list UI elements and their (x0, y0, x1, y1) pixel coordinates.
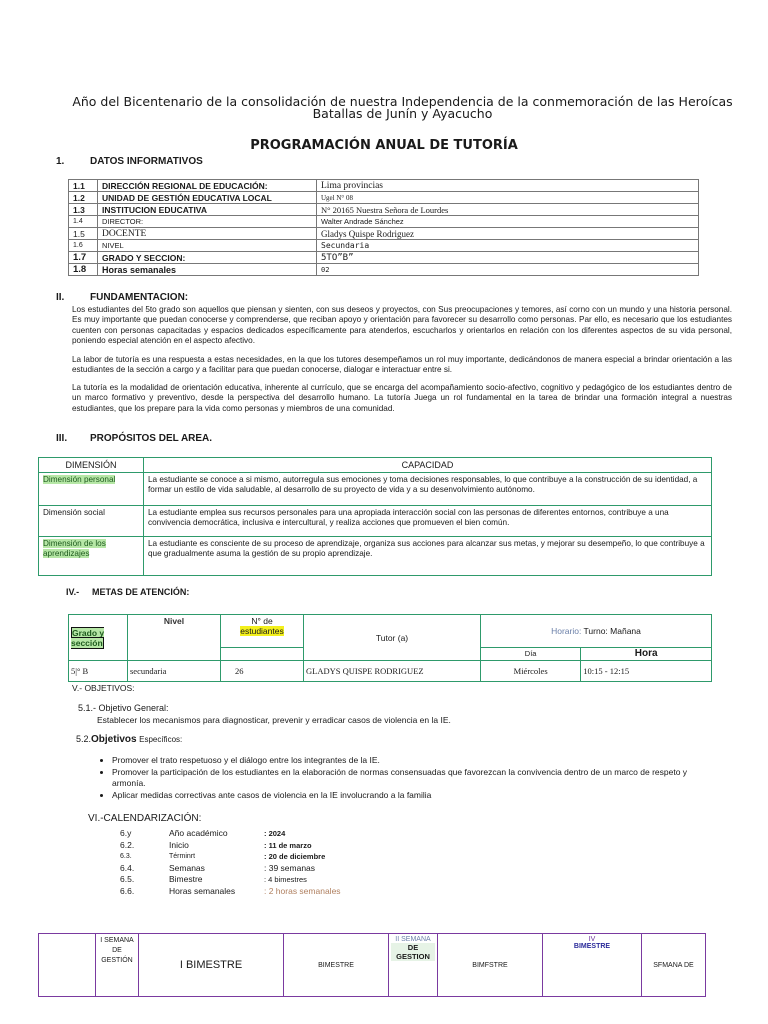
section-number: II. (56, 292, 65, 303)
section-5-heading: V.- OBJETIVOS: (72, 683, 135, 693)
objetivo-general-label: 5.1.- Objetivo General: (78, 703, 169, 713)
horario-label: Horario: (551, 626, 582, 636)
grado-value: 5|° B (69, 661, 128, 682)
table-row (39, 934, 706, 997)
section-number: IV.- (66, 587, 80, 597)
table-row (69, 180, 699, 192)
objetivo-general-text: Establecer los mecanismos para diagnosticar, prevenir y erradicar casos de violencia en la IE. (97, 715, 451, 725)
row-number: 1.7 (69, 252, 98, 264)
capacidad-text: La estudiante es consciente de su proceso de aprendizaje, organiza sus acciones para alcanzar sus metas, y mejorar su desempeño, lo que contribuye a que gradualmente asuma la gestión de su propio aprendizaje. (144, 537, 712, 576)
table-row: 6.6. Horas semanales : 2 horas semanales (120, 885, 341, 896)
estudiantes-value: 26 (221, 661, 304, 682)
metas-table (68, 614, 712, 682)
table-row: 6.5. Bimestre : 4 bimestres (120, 874, 307, 884)
row-label: NIVEL (98, 240, 317, 252)
column-header-tutor: Tutor (a) (304, 615, 481, 661)
table-row (69, 192, 699, 204)
section-3-heading (56, 433, 212, 444)
row-value: 02 (317, 264, 699, 276)
row-value: N° 20165 Nuestra Señora de Lourdes (317, 204, 699, 216)
row-value: Ugel N° 08 (317, 192, 699, 204)
row-number: 1.6 (69, 240, 98, 252)
row-number: 1.4 (69, 216, 98, 228)
column-header-dimension: DIMENSIÓN (39, 458, 144, 473)
calendarizacion-table (120, 828, 341, 897)
table-row (69, 240, 699, 252)
row-label: DIRECTOR: (98, 216, 317, 228)
row-label: DOCENTE (98, 228, 317, 240)
objetivos-especificos-label: 5.2.Objetivos Específicos: (76, 734, 183, 745)
section-title: METAS DE ATENCIÓN: (92, 587, 190, 597)
table-row (69, 661, 712, 682)
header-line-2: Batallas de Junín y Ayacucho (312, 106, 493, 121)
column-header-horario (481, 615, 712, 648)
dimension-label: Dimensión personal (43, 475, 116, 484)
row-label: UNIDAD DE GESTIÓN EDUCATIVA LOCAL (98, 192, 317, 204)
row-label: DIRECCIÓN REGIONAL DE EDUCACIÓN: (98, 180, 317, 192)
section-4-heading (66, 587, 189, 597)
page-title: PROGRAMACIÓN ANUAL DE TUTORÍA (250, 138, 518, 153)
row-label: Horas semanales (98, 264, 317, 276)
row-label: GRADO Y SECCION: (98, 252, 317, 264)
row-value: Walter Andrade Sánchez (317, 216, 699, 228)
section-title: FUNDAMENTACION: (90, 292, 189, 303)
table-row: 6.y Año académico : 2024 (120, 828, 286, 838)
table-row (39, 473, 712, 506)
row-number: 1.8 (69, 264, 98, 276)
bimestre-1: I BIMESTRE (139, 934, 284, 997)
semana-gestion-3: SFMANA DE (642, 934, 706, 997)
section-number: III. (56, 433, 68, 444)
nivel-value: secundaria (128, 661, 221, 682)
hora-value: 10:15 - 12:15 (581, 661, 712, 682)
section-title: PROPÓSITOS DEL AREA. (90, 433, 213, 444)
table-row: 6.4. Semanas : 39 semanas (120, 862, 316, 873)
column-header-capacidad: CAPACIDAD (144, 458, 712, 473)
column-header-estudiantes (221, 615, 304, 648)
bimestre-3: BIMFSTRE (438, 934, 543, 997)
table-row: 6.3. Términrt : 20 de diciembre (120, 852, 326, 861)
list-item: • Promover el trato respetuoso y el diálogo entre los integrantes de la IE. (112, 755, 712, 766)
estudiantes-label-2: estudiantes (240, 626, 284, 636)
row-label: INSTITUCION EDUCATIVA (98, 204, 317, 216)
section-number: 1. (56, 156, 65, 167)
fundamentacion-paragraph-1: Los estudiantes del 5to grado son aquellos que piensan y sienten, con sus deseos y proyectos, con Sus preocupaciones y temores, así corno con un mundo y una historia personal. Es muy importante que puedan conocerse y comprenderse, que reciban apoyo y orientación para favorecer su desarrollo como personas. Par ello, es necesario que los estudiantes cuenten con personas capacitadas y espacios dedicados específicamente para atenderlos, escucharlos y orientarlos en relación con los diferentes aspectos de su vida personal, poniendo especial atención en el aspecto afectivo. (72, 305, 732, 346)
column-header-dia: Día (481, 648, 581, 661)
table-row (69, 204, 699, 216)
capacidad-text: La estudiante se conoce a si mismo, autorregula sus emociones y toma decisiones responsables, lo que contribuye a la construcción de su identidad, a formar un estilo de vida saludable, al desarrollo de su proyecto de vida y a su desenvolvimiento autónomo. (144, 473, 712, 506)
capacidad-text: La estudiante emplea sus recursos personales para una apropiada interacción social con las personas de diferentes entornos, contribuye a una convivencia democrática, inclusiva e intercultural, y realiza acciones que promueven el bien común. (144, 506, 712, 537)
section-6-heading: VI.-CALENDARIZACIÓN: (88, 813, 202, 824)
tutor-value: GLADYS QUISPE RODRIGUEZ (304, 661, 481, 682)
column-header-hora: Hora (581, 648, 712, 661)
dia-value: Miércoles (481, 661, 581, 682)
bimestre-2: BIMESTRE (284, 934, 389, 997)
table-row (69, 228, 699, 240)
table-header-row (69, 615, 712, 648)
section-2-heading (56, 292, 188, 303)
estudiantes-label: N° de (251, 616, 273, 626)
list-item: • Promover la participación de los estudiantes en la elaboración de normas consensuadas que favorezcan la convivencia dentro de un marco de respeto y armonía. (112, 767, 712, 789)
row-value: Secundaria (317, 240, 699, 252)
semana-gestion-1: I SEMANA DE GESTIÓN (96, 934, 139, 997)
semana-gestion-2: II SEMANA DE GESTION (389, 934, 438, 997)
propositos-table (38, 457, 712, 576)
objetivos-list (96, 755, 712, 802)
section-1-heading (56, 156, 203, 167)
dimension-label: Dimensión social (39, 506, 144, 537)
bimestre-4: IV BIMESTRE (543, 934, 642, 997)
table-row (39, 506, 712, 537)
column-header-grado: Grado y sección (69, 615, 128, 661)
table-row (69, 264, 699, 276)
row-number: 1.2 (69, 192, 98, 204)
row-number: 1.5 (69, 228, 98, 240)
table-header-row (39, 458, 712, 473)
section-title: DATOS INFORMATIVOS (90, 156, 203, 167)
table-row (69, 252, 699, 264)
row-value: Gladys Quispe Rodriguez (317, 228, 699, 240)
fundamentacion-paragraph-2: La labor de tutoría es una respuesta a estas necesidades, en la que los tutores desempeñamos un rol muy importante, dedicándonos de manera especial a brindar orientación a las estudiantes de la sección a cargo y a facilitar para que puedan conocerse, dialogar e interactuar entre si. (72, 355, 732, 375)
datos-table (68, 179, 699, 276)
header-line-1: Año del Bicentenario de la consolidación de nuestra Independencia de la conmemoración de las Heroícas (72, 94, 733, 109)
fundamentacion-paragraph-3: La tutoría es la modalidad de orientación educativa, inherente al currículo, que se encarga del acompañamiento socio-afectivo, cognitivo y pedagógico de los estudiantes dentro de un marco formativo y preventivo, desde la perspectiva del desarrollo humano. La tutoría Juega un rol fundamental en la tarea de brindar una formación integral a nuestras estudiantes, que los prepare para la vida como personas y miembros de una comunidad. (72, 383, 732, 413)
row-number: 1.1 (69, 180, 98, 192)
row-number: 1.3 (69, 204, 98, 216)
turno-label: Turno: Mañana (583, 626, 641, 636)
table-row: 6.2. Inicio : 11 de marzo (120, 839, 312, 850)
row-value: 5TO”B” (317, 252, 699, 264)
table-row (69, 216, 699, 228)
table-row (39, 537, 712, 576)
list-item: • Aplicar medidas correctivas ante casos de violencia en la IE involucrando a la familia (112, 790, 712, 801)
row-value: Lima provincias (317, 180, 699, 192)
bimestres-table (38, 933, 706, 997)
column-header-nivel: Nivel (128, 615, 221, 661)
dimension-label: Dimensión de los aprendizajes (43, 539, 106, 558)
